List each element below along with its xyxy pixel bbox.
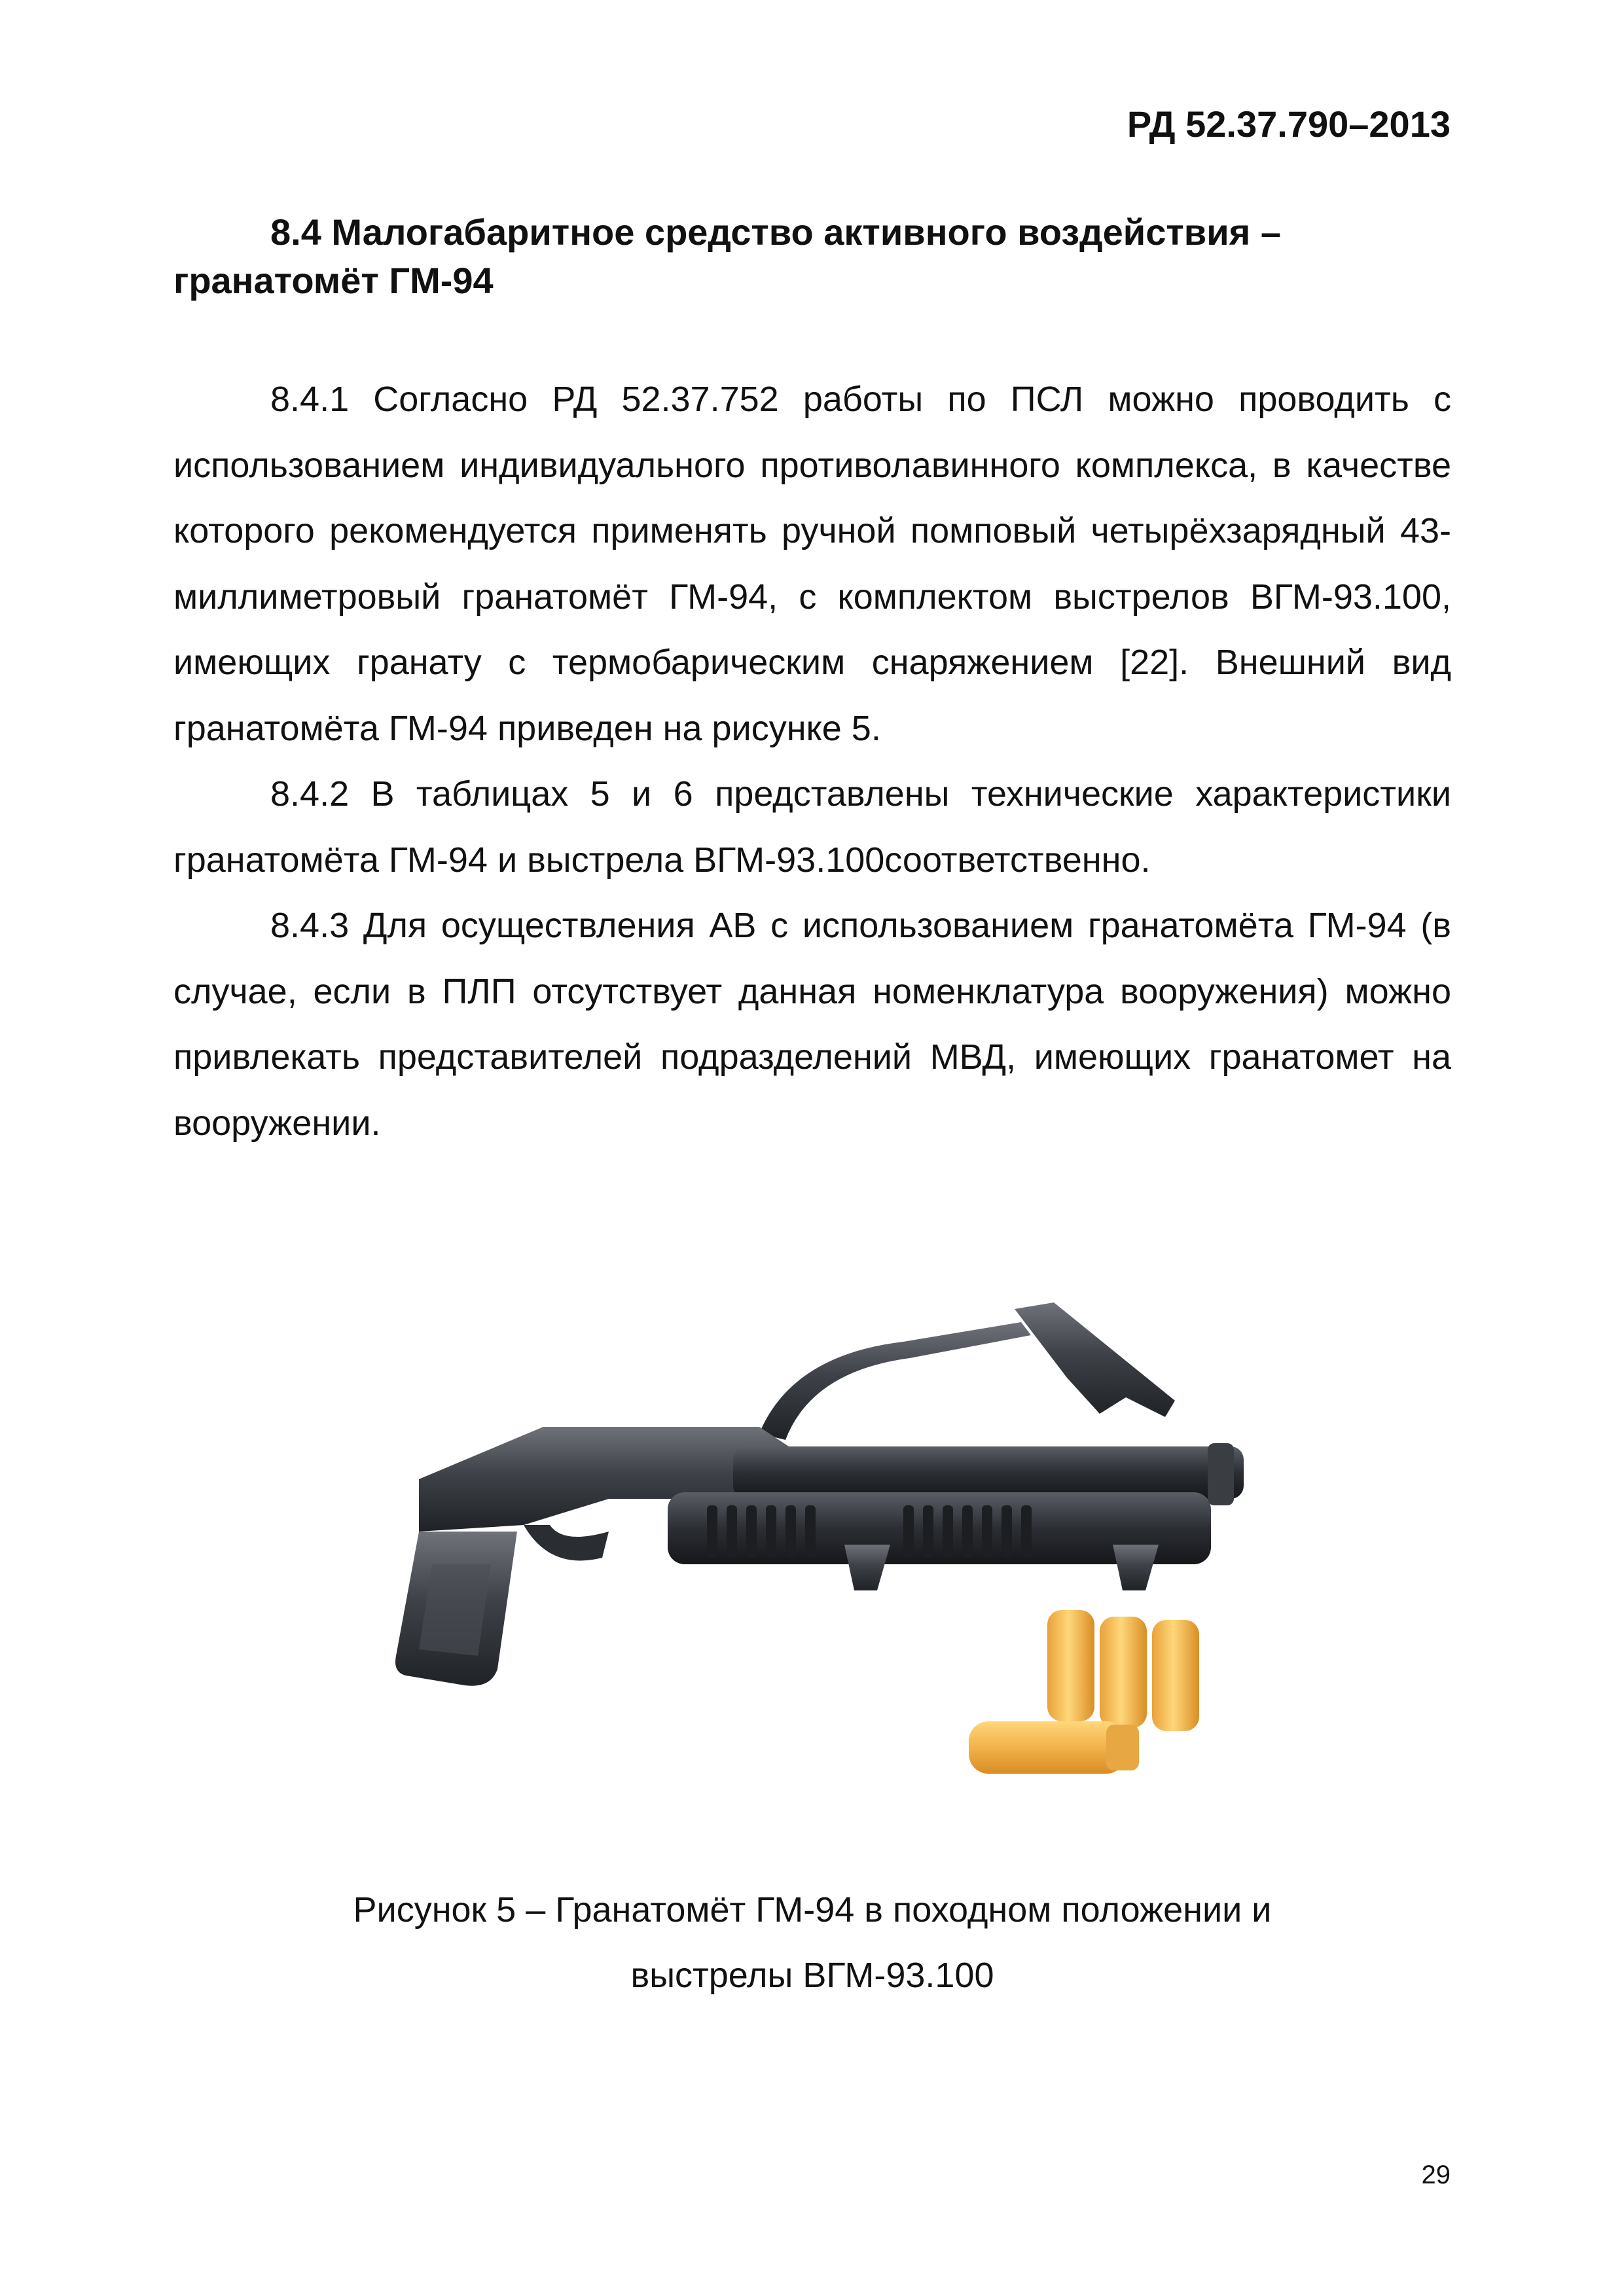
paragraph-8-4-3: 8.4.3 Для осуществления АВ с использованием гранатомёта ГМ-94 (в случае, если в ПЛП отсутствует данная номенклатура вооружения) можно привлекать представителей подразделений МВД, имеющих гранатомет на вооружении.: [173, 906, 1451, 1143]
caption-line-1: Рисунок 5 – Гранатомёт ГМ-94 в походном положении и: [353, 1890, 1272, 1929]
section-heading: 8.4 Малогабаритное средство активного воздействия – гранатомёт ГМ-94: [173, 211, 1281, 301]
paragraph-8-4-2: 8.4.2 В таблицах 5 и 6 представлены технические характеристики гранатомёта ГМ-94 и выстрела ВГМ-93.100соответственно.: [173, 774, 1451, 880]
body-text: [173, 367, 1451, 1156]
paragraph-8-4-1: 8.4.1 Согласно РД 52.37.752 работы по ПСЛ можно проводить с использованием индивидуального противолавинного комплекса, в качестве которого рекомендуется применять ручной помповый четырёхзарядный 43-миллиметровый гранатомёт ГМ-94, с комплектом выстрелов ВГМ-93.100, имеющих гранату с термобарическим снаряжением [22]. Внешний вид гранатомёта ГМ-94 приведен на рисунке 5.: [173, 380, 1451, 748]
page-number: 29: [1421, 2161, 1451, 2189]
grenade-launcher-figure: [393, 1283, 1322, 1806]
figure-caption: [173, 1877, 1451, 2008]
caption-line-2: выстрелы ВГМ-93.100: [630, 1956, 994, 1995]
grenade-rounds-image: [969, 1610, 1199, 1774]
document-code: РД 52.37.790–2013: [1127, 103, 1451, 145]
